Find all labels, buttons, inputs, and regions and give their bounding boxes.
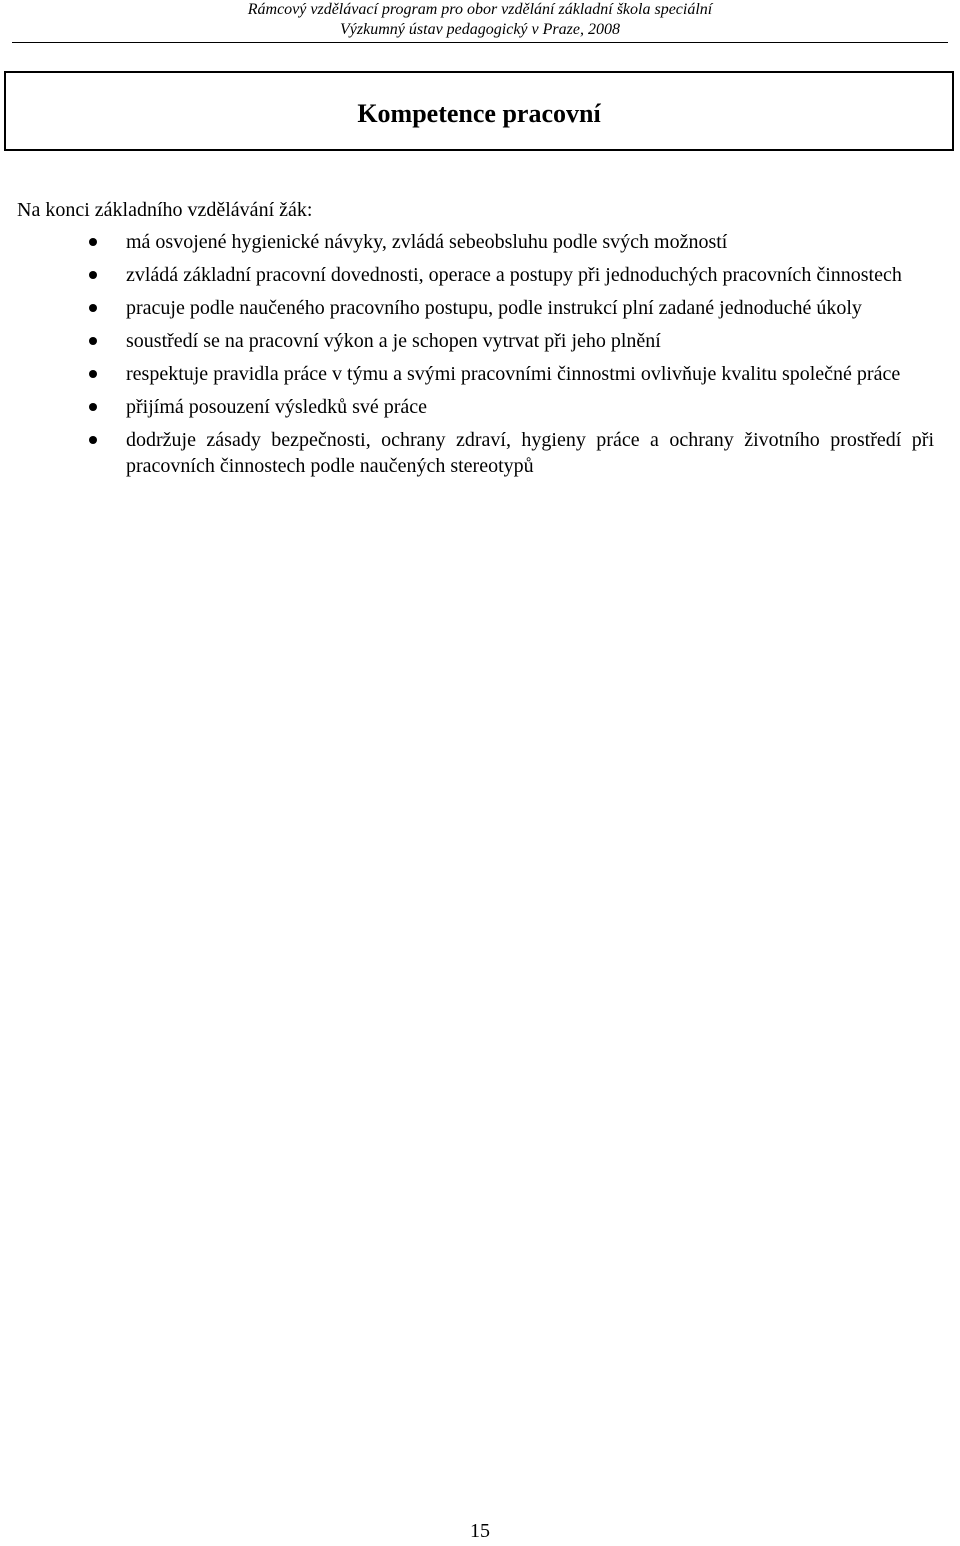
list-item-text: respektuje pravidla práce v týmu a svými pracovními činnostmi ovlivňuje kvalitu společné práce [126,363,901,385]
list-item-text: zvládá základní pracovní dovednosti, operace a postupy při jednoduchých pracovních činnostech [126,264,902,286]
list-item-text: má osvojené hygienické návyky, zvládá sebeobsluhu podle svých možností [126,231,728,253]
list-item [0,262,934,288]
list-item [0,394,934,420]
bullet-icon [89,403,97,411]
bullet-icon [89,370,97,378]
competency-list [0,229,934,486]
bullet-icon [89,436,97,444]
bullet-icon [89,337,97,345]
bullet-icon [89,238,97,246]
section-title-box [4,71,954,151]
header-institute: Výzkumný ústav pedagogický v Praze, 2008 [340,21,620,38]
bullet-icon [89,271,97,279]
section-title: Kompetence pracovní [357,99,601,128]
list-item-text: dodržuje zásady bezpečnosti, ochrany zdraví, hygieny práce a ochrany životního prostředí při pracovních činnostech podle naučených stereotypů [126,429,934,477]
section-intro: Na konci základního vzdělávání žák: [17,199,313,221]
bullet-icon [89,304,97,312]
header-program-title: Rámcový vzdělávací program pro obor vzdělání základní škola speciální [247,1,713,18]
list-item [0,328,934,354]
list-item-text: pracuje podle naučeného pracovního postupu, podle instrukcí plní zadané jednoduché úkoly [126,297,862,319]
list-item-text: soustředí se na pracovní výkon a je schopen vytrvat při jeho plnění [126,330,661,352]
list-item [0,427,934,479]
list-item [0,361,934,387]
running-header [12,0,948,43]
list-item-text: přijímá posouzení výsledků své práce [126,396,428,418]
list-item [0,229,934,255]
page-number: 15 [470,1520,490,1542]
list-item [0,295,934,321]
